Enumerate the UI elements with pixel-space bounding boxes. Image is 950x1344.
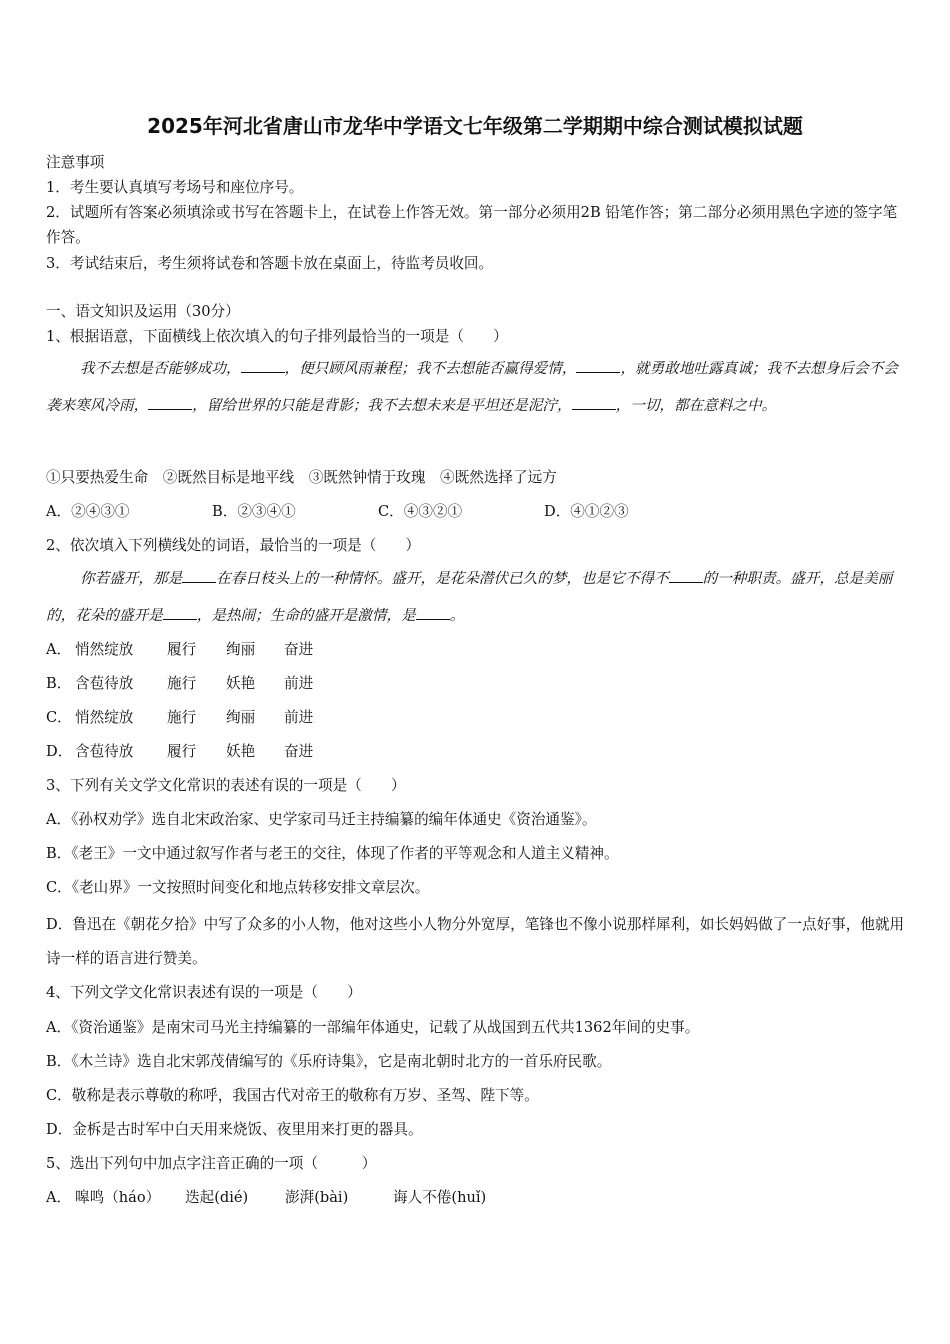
notice-item-2: 2．试题所有答案必须填涂或书写在答题卡上，在试卷上作答无效。第一部分必须用2B 铅笔作答；第二部分必须用黑色字迹的签字笔作答。 (46, 204, 898, 246)
option-word: 施行 (167, 675, 197, 692)
option-letter: D． (46, 743, 73, 760)
blank-line (163, 605, 197, 620)
q4-option-c: C．敬称是表示尊敬的称呼，我国古代对帝王的敬称有万岁、圣驾、陛下等。 (46, 1087, 539, 1104)
blank-line (669, 568, 703, 583)
q3-option-b: B．《老王》一文中通过叙写作者与老王的交往，体现了作者的平等观念和人道主义精神。 (46, 845, 619, 862)
q5-stem: 5、选出下列句中加点字注音正确的一项（ ） (46, 1155, 377, 1172)
q2-passage-part-5: 。 (449, 607, 465, 624)
blank-line (416, 605, 450, 620)
q3-option-d: D．鲁迅在《朝花夕拾》中写了众多的小人物，他对这些小人物分外宽厚，笔锋也不像小说那样犀利，如长妈妈做了一点好事，他就用诗一样的语言进行赞美。 (46, 916, 905, 967)
q3-stem: 3、下列有关文学文化常识的表述有误的一项是（ ） (46, 777, 406, 794)
q2-passage-part-3: 的一种职责。盛开，总是美丽的，花朵的盛开是 (46, 570, 893, 624)
q2-passage (46, 560, 908, 634)
q3-option-a: A．《孙权劝学》选自北宋政治家、史学家司马迁主持编纂的编年体通史《资治通鉴》。 (46, 811, 597, 828)
notice-heading: 注意事项 (46, 154, 105, 171)
blank-line (572, 395, 616, 410)
option-word: 施行 (167, 709, 197, 726)
notice-item-1: 1．考生要认真填写考场号和座位序号。 (46, 179, 304, 196)
q1-passage-part-4: ，留给世界的只能是背影；我不去想未来是平坦还是泥泞， (192, 397, 572, 414)
q1-option-d: D．④①②③ (544, 503, 629, 520)
option-word: 含苞待放 (75, 675, 134, 692)
q2-option-c (46, 708, 313, 728)
option-word: 绚丽 (226, 709, 256, 726)
option-item: 澎湃(bài) (285, 1189, 349, 1206)
option-word: 悄然绽放 (75, 641, 134, 658)
blank-line (241, 358, 285, 373)
q1-sentences: ①只要热爱生命 ②既然目标是地平线 ③既然钟情于玫瑰 ④既然选择了远方 (46, 469, 557, 486)
q1-option-b: B．②③④① (212, 503, 296, 520)
q4-option-a: A．《资治通鉴》是南宋司马光主持编纂的一部编年体通史，记载了从战国到五代共1362年间的史事。 (46, 1019, 700, 1036)
q4-stem: 4、下列文学文化常识表述有误的一项是（ ） (46, 984, 362, 1001)
q1-options (46, 502, 629, 522)
q2-passage-part-2: 在春日枝头上的一种情怀。盛开，是花朵潜伏已久的梦，也是它不得不 (216, 570, 669, 587)
q1-passage-part-3: ，就勇敢地吐露真诚；我不去想身后会不会袭来寒风冷雨， (46, 360, 898, 414)
option-word: 履行 (167, 641, 197, 658)
q1-passage (46, 350, 908, 424)
q1-option-a: A．②④③① (46, 503, 130, 520)
blank-line (148, 395, 192, 410)
option-word: 含苞待放 (75, 743, 134, 760)
q4-option-d: D．金柝是古时军中白天用来烧饭、夜里用来打更的器具。 (46, 1121, 423, 1138)
q2-passage-part-1: 你若盛开，那是 (80, 570, 183, 587)
blank-line (576, 358, 620, 373)
q2-stem: 2、依次填入下列横线处的词语，最恰当的一项是（ ） (46, 537, 421, 554)
section-heading: 一、语文知识及运用（30分） (46, 303, 240, 320)
option-letter: A． (46, 1189, 72, 1206)
option-word: 悄然绽放 (75, 709, 134, 726)
q2-passage-part-4: ，是热闹；生命的盛开是激情，是 (196, 607, 416, 624)
option-word: 绚丽 (226, 641, 256, 658)
q2-option-a (46, 640, 313, 660)
q5-option-a (46, 1188, 486, 1208)
q2-option-b (46, 674, 313, 694)
q1-stem: 1、根据语意，下面横线上依次填入的句子排列最恰当的一项是（ ） (46, 328, 508, 345)
option-letter: A． (46, 641, 72, 658)
q3-option-c: C．《老山界》一文按照时间变化和地点转移安排文章层次。 (46, 879, 430, 896)
option-item: 嗥鸣（háo） (75, 1189, 161, 1206)
notice-item-3: 3．考试结束后，考生须将试卷和答题卡放在桌面上，待监考员收回。 (46, 255, 494, 272)
q1-option-c: C．④③②① (378, 503, 463, 520)
q1-passage-part-2: ，便只顾风雨兼程；我不去想能否赢得爱情， (284, 360, 577, 377)
exam-title: 2025年河北省唐山市龙华中学语文七年级第二学期期中综合测试模拟试题 (147, 114, 803, 138)
blank-line (182, 568, 216, 583)
option-item: 迭起(dié) (185, 1189, 249, 1206)
option-word: 妖艳 (226, 675, 256, 692)
q4-option-b: B．《木兰诗》选自北宋郭茂倩编写的《乐府诗集》，它是南北朝时北方的一首乐府民歌。 (46, 1053, 612, 1070)
option-word: 履行 (167, 743, 197, 760)
option-letter: B． (46, 675, 72, 692)
q1-passage-part-1: 我不去想是否能够成功， (80, 360, 241, 377)
option-word: 前进 (284, 709, 314, 726)
option-word: 奋进 (284, 641, 314, 658)
option-item: 诲人不倦(huǐ) (393, 1189, 487, 1206)
option-word: 妖艳 (226, 743, 256, 760)
option-word: 前进 (284, 675, 314, 692)
q2-option-d (46, 742, 313, 762)
option-word: 奋进 (284, 743, 314, 760)
q1-passage-part-5: ，一切，都在意料之中。 (615, 397, 777, 414)
option-letter: C． (46, 709, 72, 726)
